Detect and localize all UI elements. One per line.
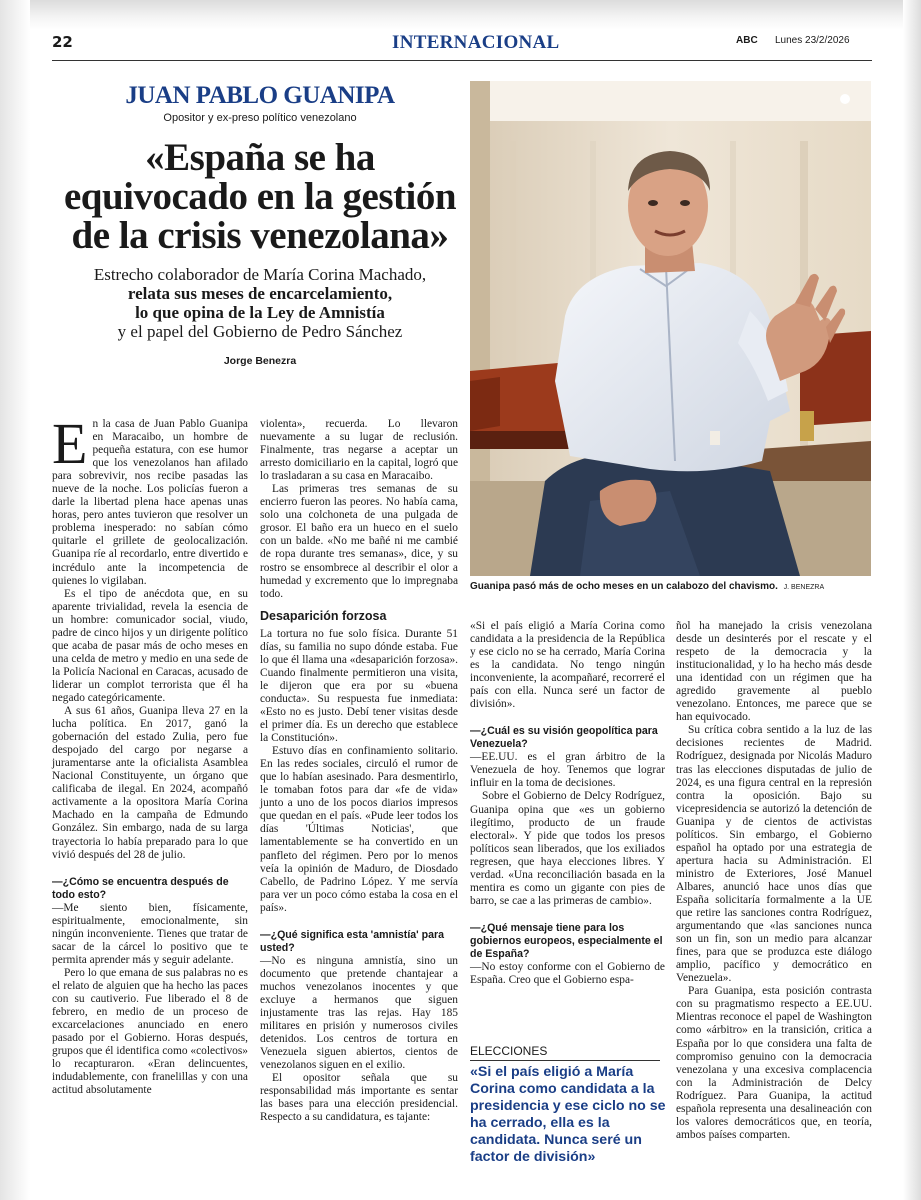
photo-credit: J. BENEZRA: [783, 584, 825, 591]
paragraph: Pero lo que emana de sus palabras no es el relato de alguien que ha hecho las paces con su cautiverio. Fue liberado el 8 de febrero, en medio de un proceso de excarcelaciones anunciado en enero pasado por el Gobierno. Horas después, grupos que él identifica como «colectivos» lo recapturaron. «Eran delincuentes, indudablemente, con franelillas y con una actitud absolutamente: [52, 966, 248, 1097]
paragraph: La tortura no fue solo física. Durante 51 días, su familia no supo dónde estaba. Fue lo que él llama una «desaparición forzosa». Cuando finalmente permitieron una visita, le dijeron que era por su «buena conducta». Su respuesta fue inmediata: «Esto no es justo. Debí tener visitas desde el primer día. Es un derecho que establece la Constitución».: [260, 627, 458, 745]
headline-line: equivocado en la gestión: [63, 175, 457, 218]
issue-date: Lunes 23/2/2026: [775, 35, 850, 46]
interviewee-description: Opositor y ex-preso político venezolano: [163, 112, 357, 124]
header-rule: [52, 60, 872, 61]
photo-illustration: [470, 81, 871, 576]
page-left-edge: [0, 0, 30, 1200]
paragraph: Es el tipo de anécdota que, en su aparente trivialidad, revela la esencia de un hombre: comunicador social, viudo, padre de cinco hijos y un dirigente político que acaba de pasar más de ocho meses en una celda de metro y medio en una sede de la Policía Nacional en Caracas, acusado de liderar un complot terrorista que él ha negado categóricamente.: [52, 587, 248, 704]
caption-text: Guanipa pasó más de ocho meses en un calabozo del chavismo.: [470, 581, 778, 592]
subheadline: [52, 265, 468, 341]
article-column-3: [470, 620, 665, 1040]
paragraph: Estuvo días en confinamiento solitario. En las redes sociales, circuló el rumor de que lo habían asesinado. Para desmentirlo, le tomaban fotos para dar «fe de vida» junto a uno de los pocos diarios impresos que quedan en el país. «Pude leer todos los días 'Últimas Noticias', que lamentablemente se ha convertido en un panfleto del régimen. Pero por lo menos veía la opinión de Maduro, de Diosdado Cabello, de Padrino López. Y me servía para ver un poco cómo estaba la cosa en el país».: [260, 745, 458, 914]
article-column-1: [52, 411, 248, 1178]
paragraph: «Si el país eligió a María Corina como candidata a la presidencia de la República y ese ciclo no se ha cerrado, María Corina es la candidata. No tengo ningún inconveniente, la acompañaré, recorreré el país con ella. Nunca seré un factor de división».: [470, 620, 665, 711]
paragraph: —EE.UU. es el gran árbitro de la Venezuela de hoy. Tenemos que lograr influir en la toma de decisiones.: [470, 751, 665, 790]
page-right-edge: [903, 0, 921, 1200]
paragraph: Su crítica cobra sentido a la luz de las decisiones recientes de Madrid. Rodríguez, designada por Nicolás Maduro tras las elecciones disputadas de julio de 2024, es una figura central en la represión contra la oposición. Bajo su vicepresidencia se autorizó la detención de Guanipa y de cientos de activistas políticos. Sin embargo, el Gobierno español ha optado por una estrategia de apertura hacia su Administración. El ministro de Exteriores, José Manuel Albares, anunció hace unos días que España solicitaría formalmente a la UE que retire las sanciones contra Rodríguez, argumentando que «las sanciones nunca son un fin, son un medio para alcanzar fines, para que se produzca este diálogo amplio, pacífico y democrático en Venezuela».: [676, 724, 872, 985]
paragraph: Sobre el Gobierno de Delcy Rodríguez, Guanipa opina que «es un gobierno ilegítimo, producto de un fraude electoral». Y pide que todos los presos políticos sean liberados, que los exiliados regresen, que haya elecciones libres. Y verdad. «Una reconciliación basada en la mentira es como un gigante con pies de barro, se cae a las primeras de cambio».: [470, 790, 665, 907]
pullquote-label: ELECCIONES: [470, 1044, 548, 1058]
paragraph: ñol ha manejado la crisis venezolana desde un desinterés por el rescate y el respeto de la democracia y la institucionalidad, y lo ha hecho más desde una identidad con un régimen que ha agredido gravemente al pueblo venezolano. Entonces, me parece que se han equivocado.: [676, 620, 872, 724]
section-subtitle: Desaparición forzosa: [260, 608, 387, 623]
article-column-4: [676, 620, 872, 1160]
paragraph: [52, 411, 248, 588]
interview-question: —¿Cómo se encuentra después de todo esto?: [52, 875, 229, 901]
interview-question: —¿Cuál es su visión geopolítica para Venezuela?: [470, 725, 658, 751]
pullquote-rule: [470, 1060, 660, 1061]
page-header: [52, 33, 872, 55]
photo-caption: [470, 581, 871, 592]
headline: [40, 138, 480, 255]
paragraph: A sus 61 años, Guanipa lleva 27 en la lucha política. En 2017, ganó la gobernación del estado Zulia, pero fue despojado del cargo por negarse a juramentarse ante la oficialista Asamblea Nacional Constituyente, un órgano que calificaba de ilegal. En 2024, acompañó activamente a la opositora María Corina Machado en la campaña de Edmundo González. Sin embargo, nada de su larga trayectoria lo había preparado para lo que vivió después del 28 de julio.: [52, 705, 248, 861]
paragraph: —Me siento bien, físicamente, espiritualmente, emocionalmente, sin ningún inconveniente. Tienes que tratar de sacar de la cárcel lo positivo que te permita aprender más y seguir adelante.: [52, 901, 248, 966]
paragraph: Las primeras tres semanas de su encierro fueron las peores. No había cama, solo una colchoneta de una pulgada de grosor. El baño era un hueco en el suelo con un balde. «No me bañé ni me cambié de ropa durante tres semanas», dice, y su rostro se ensombrece al describir el olor a humedad y excremento que lo impregnaba todo.: [260, 483, 458, 600]
author-byline: Jorge Benezra: [223, 355, 297, 367]
pullquote: «Si el país eligió a María Corina como candidata a la presidencia y ese ciclo no se ha cerrado, ella es la candidata. Nunca seré un factor de división»: [470, 1064, 666, 1165]
interview-question: —¿Qué significa esta 'amnistía' para usted?: [260, 928, 445, 954]
newspaper-name: ABC: [736, 35, 758, 46]
article-column-2: [260, 418, 458, 1178]
page-number: 22: [52, 33, 73, 51]
paragraph: violenta», recuerda. Lo llevaron nuevamente a su lugar de reclusión. Finalmente, tras negarse a aceptar un arresto domiciliario en la capital, logró que lo trasladaran a su casa en Maracaibo.: [260, 418, 458, 483]
paragraph: El opositor señala que su responsabilidad más importante es sentar las bases para una elección presidencial. Respecto a su candidatura, es tajante:: [260, 1072, 458, 1124]
interview-photo: [470, 81, 871, 576]
subhead-line: lo que opina de la Ley de Amnistía: [135, 303, 385, 322]
paragraph: Para Guanipa, esta posición contrasta con su pragmatismo respecto a EE.UU. Mientras reconoce el papel de Washington como «árbitro» en la transición, critica a España por lo que considera una falta de compromiso genuino con la democracia venezolana y una excesiva complacencia con la Administración de Delcy Rodríguez. Para Guanipa, la actitud española representa una desalineación con los valores democráticos que, en teoría, ambos países comparten.: [676, 985, 872, 1141]
section-title: INTERNACIONAL: [392, 32, 560, 53]
subhead-line: y el papel del Gobierno de Pedro Sánchez: [117, 322, 403, 341]
subhead-line: Estrecho colaborador de María Corina Machado,: [93, 265, 427, 284]
headline-line: de la crisis venezolana»: [71, 214, 449, 257]
paragraph: —No es ninguna amnistía, sino un documento que pretende chantajear a muchos venezolanos inocentes y que excluye a hermanos que siguen injustamente tras las rejas. Hay 185 militares en prisión y numerosos civiles detenidos. Los centros de tortura en Venezuela siguen abiertos, cientos de venezolanos siguen en el exilio.: [260, 954, 458, 1072]
paragraph: —No estoy conforme con el Gobierno de España. Creo que el Gobierno espa-: [470, 960, 665, 986]
subhead-line: relata sus meses de encarcelamiento,: [127, 284, 393, 303]
dropcap: E: [52, 411, 88, 476]
page-shadow: [0, 0, 921, 30]
paragraph-text: n la casa de Juan Pablo Guanipa en Maracaibo, un hombre de pequeña estatura, con ese humor que los venezolanos han afilado para sobrevivir, nos recibe pasadas las nueve de la noche. Los policías fueron a darle la libertad plena hace apenas unas horas, pero antes tuvieron que resolver un problema inesperado: no sabían cómo quitarle el grillete de geolocalización. Guanipa ríe al recordarlo, entre divertido e incrédulo ante la incompetencia de quienes lo vigilaban.: [52, 418, 248, 587]
headline-line: «España se ha: [145, 136, 375, 179]
interviewee-name: JUAN PABLO GUANIPA: [125, 82, 395, 109]
interview-question: —¿Qué mensaje tiene para los gobiernos europeos, especialmente el de España?: [470, 921, 663, 960]
